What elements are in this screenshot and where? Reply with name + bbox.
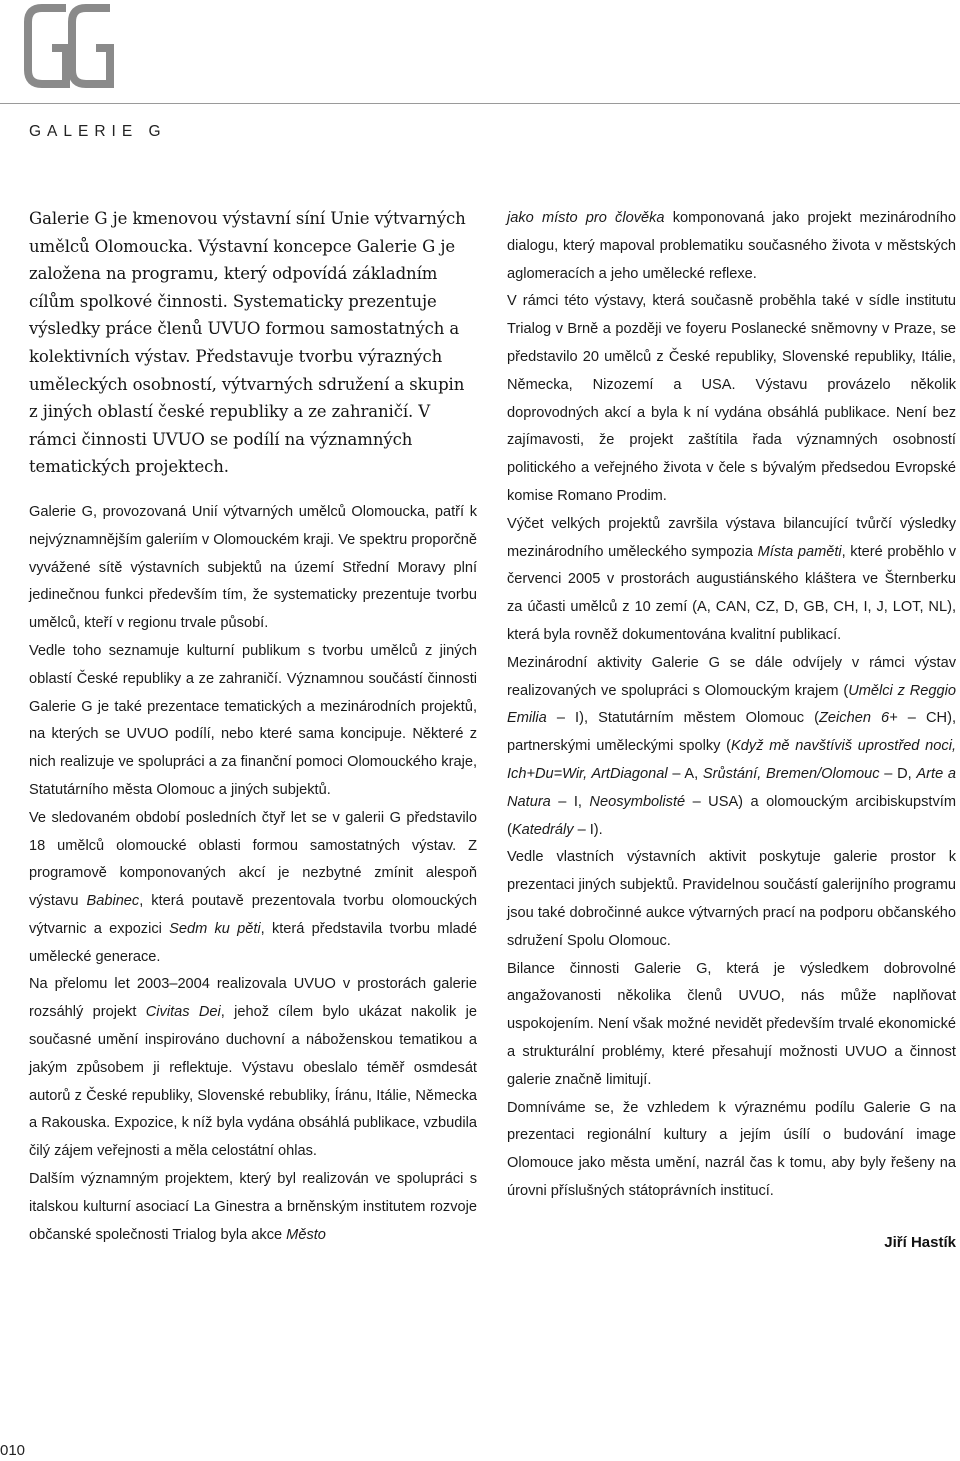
header-rule [0,103,960,104]
body-paragraph: Výčet velkých projektů završila výstava bilancující tvůrčí výsledky mezinárodního uměleckého sympozia Místa paměti, které proběhlo v červenci 2005 v prostorách augustiánského kláštera ve Šternberku za účasti umělců z 10 zemí (A, CAN, CZ, D, GB, CH, I, J, LOT, NL), která byla rovněž dokumentována kvalitní publikací. [507,515,956,643]
exhibition-title: Srůstání, Bremen/Olomouc [702,765,880,782]
right-column [507,205,956,1251]
page-number: 010 [0,1442,26,1459]
body-paragraph: jako místo pro člověka komponovaná jako projekt mezinárodního dialogu, který mapoval problematiku současného života v městských aglomeracích a jeho umělecké reflexe. [507,210,956,282]
body-paragraph: Ve sledovaném období posledních čtyř let se v galerii G představilo 18 umělců olomoucké oblasti formou samostatných výstav. Z programově komponovaných akcí je nezbytné zmínit alespoň výstavu Babinec, která poutavě prezentovala tvorbu olomouckých výtvarnic a expozici Sedm ku pěti, která představila tvorbu mladé umělecké generace. [29,809,477,965]
project-title: Město [286,1226,326,1243]
body-paragraph: Dalším významným projektem, který byl realizován ve spolupráci s italskou kulturní asociací La Ginestra a brněnským institutem rozvoje občanské společnosti Trialog byla akce Město [29,1171,477,1243]
symposium-title: Místa paměti [757,543,842,560]
galerie-g-logo-icon [22,2,116,90]
body-paragraph: Vedle vlastních výstavních aktivit poskytuje galerie prostor k prezentaci jiných subjektů. Pravidelnou součástí galerijního programu jsou také dobročinné aukce výtvarných prací na podporu občanského sdružení Spolu Olomouc. [507,849,956,949]
exhibition-title: Babinec [86,893,140,910]
project-title: jako místo pro člověka [507,210,665,226]
body-paragraph: Galerie G, provozovaná Unií výtvarných umělců Olomoucka, patří k nejvýznamnějším galeriím v Olomouckém kraji. Ve spektru proporčně vyvážené sítě výstavních subjektů na území Střední Moravy plní jedinečnou funkci především tím, že systematicky prezentuje tvorbu umělců, kteří v regionu trvale působí. [29,503,477,632]
project-title: Civitas Dei [145,1004,221,1021]
body-paragraph: Bilance činnosti Galerie G, která je výsledkem dobrovolné angažovanosti několika členů UVUO, nás může naplňovat uspokojením. Není však možné nevidět především trvalé ekonomické a strukturální problémy, které přesahují možnosti UVUO a činnost galerie značně limitují. [507,960,956,1088]
body-paragraph: Na přelomu let 2003–2004 realizovala UVUO v prostorách galerie rozsáhlý projekt Civitas Dei, jehož cílem bylo ukázat nakolik je současné umění inspirováno duchovní a náboženskou tematikou a jakým způsobem ji reflektuje. Výstavu obeslalo téměř osmdesát autorů z České republiky, Slovenské rebubliky, Íránu, Itálie, Německa a Rakouska. Expozice, k níž byla vydána obsáhlá publikace, vzbudila čilý zájem veřejnosti a měla celostátní ohlas. [29,976,477,1160]
exhibition-title: Umělci z Reggio Emilia [507,682,956,727]
exhibition-title: Arte a Natura [507,765,957,810]
exhibition-title: Když mě navštíviš uprostřed noci, Ich+Du=Wir, ArtDiagonal [507,738,957,782]
body-paragraph: Vedle toho seznamuje kulturní publikum s tvorbu umělců z jiných oblastí České republiky a ze zahraničí. Významnou součástí činnosti Galerie G je také prezentace tematických a mezinárodních projektů, na kterých se UVUO podílí, nebo které sama koncipuje. Některé z nich realizuje ve spolupráci a za finanční pomoci Olomouckého kraje, Statutárního města Olomouc a jiných subjektů. [29,642,477,798]
exhibition-title: Katedrály [511,821,574,838]
lead-paragraph: Galerie G je kmenovou výstavní síní Unie výtvarných umělců Olomoucka. Výstavní koncepce Galerie G je založena na programu, který odpovídá základním cílům spolkové činnosti. Systematicky prezentuje výsledky práce členů UVUO formou samostatných a kolektivních výstav. Představuje tvorbu výrazných uměleckých osobností, výtvarných sdružení a skupin z jiných oblastí české republiky a ze zahraničí. V rámci činnosti UVUO se podílí na významných tematických projektech. [29,209,466,477]
exhibition-title: Neosymbolisté [589,793,686,810]
author-signature: Jiří Hastík [884,1233,956,1251]
left-column [29,205,477,1249]
body-paragraph: V rámci této výstavy, která současně proběhla také v sídle institutu Trialog v Brně a později ve foyeru Poslanecké sněmovny v Praze, se představilo 20 umělců z České republiky, Slovenské republiky, Itálie, Německa, Nizozemí a USA. Výstavu provázelo několik doprovodných akcí a byla k ní vydána obsáhlá publikace. Není bez zajímavosti, že projekt zaštítila řada významných osobností politického a veřejného života v čele s bývalým předsedou Evropské komise Romano Prodim. [507,293,956,504]
exhibition-title: Zeichen 6+ [819,710,898,727]
body-paragraph: Mezinárodní aktivity Galerie G se dále odvíjely v rámci výstav realizovaných ve spolupráci s Olomouckým krajem (Umělci z Reggio Emilia – I), Statutárním městem Olomouc (Zeichen 6+ – CH), partnerskými uměleckými spolky (Když mě navštíviš uprostřed noci, Ich+Du=Wir, ArtDiagonal – A, Srůstání, Bremen/Olomouc – D, Arte a Natura – I, Neosymbolisté – USA) a olomouckým arcibiskupstvím (Katedrály – I). [507,654,957,838]
exhibition-title: Sedm ku pěti [169,920,261,937]
body-paragraph: Domníváme se, že vzhledem k výraznému podílu Galerie G na prezentaci regionální kultury a jejím úsílí o budování image Olomouce jako města umění, nazrál čas k tomu, aby byly řešeny na úrovni příslušných státoprávních institucí. [507,1099,956,1199]
section-title: GALERIE G [29,123,167,140]
